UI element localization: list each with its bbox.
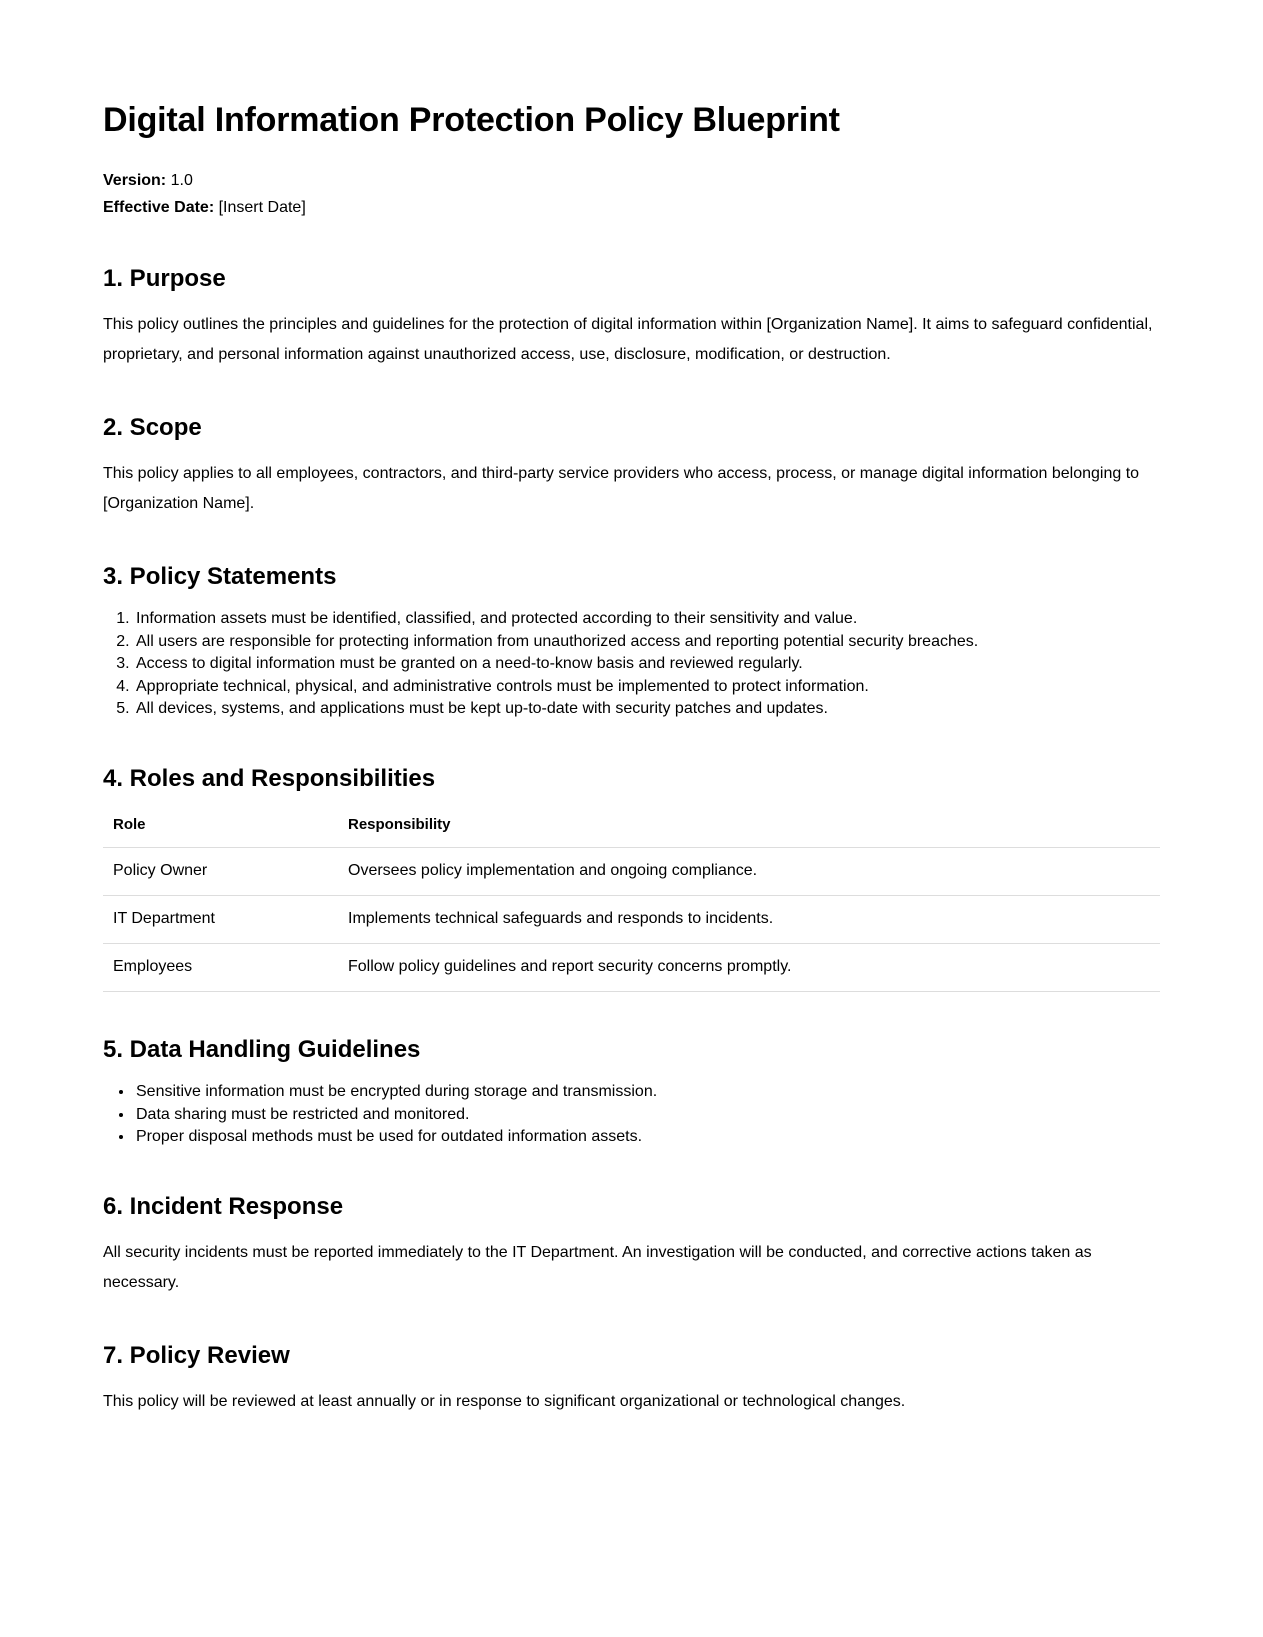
table-header-row (103, 816, 1160, 848)
section-heading-scope: 2. Scope (103, 413, 202, 441)
column-header-role: Role (113, 816, 146, 834)
version-line (103, 167, 1160, 194)
section-heading-purpose: 1. Purpose (103, 264, 226, 292)
page-title: Digital Information Protection Policy Blueprint (103, 101, 840, 139)
cell-responsibility: Implements technical safeguards and responds to incidents. (348, 910, 774, 928)
table-row (103, 848, 1160, 896)
section-roles-responsibilities (103, 763, 1160, 992)
effective-date-label: Effective Date: (103, 198, 215, 216)
table-row (103, 944, 1160, 992)
section-body-policy-review: This policy will be reviewed at least annually or in response to significant organizational or technological changes. (103, 1393, 906, 1411)
section-heading-data-handling: 5. Data Handling Guidelines (103, 1036, 421, 1064)
list-item: • Proper disposal methods must be used for outdated information assets. (134, 1126, 1160, 1149)
data-handling-list (103, 1081, 1160, 1149)
effective-date-line (103, 194, 1160, 221)
list-item: 5. All devices, systems, and applications must be kept up-to-date with security patches and updates. (134, 698, 1160, 721)
table-row (103, 896, 1160, 944)
section-purpose (103, 263, 1160, 370)
version-value: 1.0 (170, 171, 193, 189)
section-scope (103, 412, 1160, 519)
section-heading-incident-response: 6. Incident Response (103, 1192, 344, 1220)
version-label: Version: (103, 171, 167, 189)
section-body-scope: This policy applies to all employees, contractors, and third-party service providers who access, process, or manage digital information belonging to [Organization Name]. (103, 465, 1140, 513)
list-item: 4. Appropriate technical, physical, and administrative controls must be implemented to protect information. (134, 676, 1160, 699)
section-policy-statements (103, 561, 1160, 721)
section-heading-policy-review: 7. Policy Review (103, 1341, 290, 1369)
cell-role: Employees (113, 958, 193, 976)
cell-responsibility: Follow policy guidelines and report security concerns promptly. (348, 958, 792, 976)
list-item: 2. All users are responsible for protecting information from unauthorized access and reporting potential security breaches. (134, 631, 1160, 654)
cell-role: Policy Owner (113, 862, 208, 880)
policy-statements-list (103, 608, 1160, 721)
section-data-handling (103, 1034, 1160, 1149)
section-heading-roles: 4. Roles and Responsibilities (103, 764, 436, 792)
section-incident-response (103, 1191, 1160, 1298)
cell-role: IT Department (113, 910, 215, 928)
section-body-incident-response: All security incidents must be reported immediately to the IT Department. An investigation will be conducted, and corrective actions taken as necessary. (103, 1243, 1092, 1291)
section-policy-review (103, 1340, 1160, 1417)
list-item: 1. Information assets must be identified, classified, and protected according to their sensitivity and value. (134, 608, 1160, 631)
list-item: 3. Access to digital information must be granted on a need-to-know basis and reviewed regularly. (134, 653, 1160, 676)
section-heading-policy-statements: 3. Policy Statements (103, 563, 337, 591)
list-item: • Data sharing must be restricted and monitored. (134, 1104, 1160, 1127)
cell-responsibility: Oversees policy implementation and ongoing compliance. (348, 862, 758, 880)
page-bottom-spacer (103, 1417, 1160, 1637)
column-header-responsibility: Responsibility (348, 816, 451, 834)
effective-date-value: [Insert Date] (218, 198, 306, 216)
section-body-purpose: This policy outlines the principles and guidelines for the protection of digital information within [Organization Name]. It aims to safeguard confidential, proprietary, and personal information against unauthorized access, use, disclosure, modification, or destruction. (103, 315, 1153, 363)
roles-table (103, 816, 1160, 992)
list-item: • Sensitive information must be encrypted during storage and transmission. (134, 1081, 1160, 1104)
